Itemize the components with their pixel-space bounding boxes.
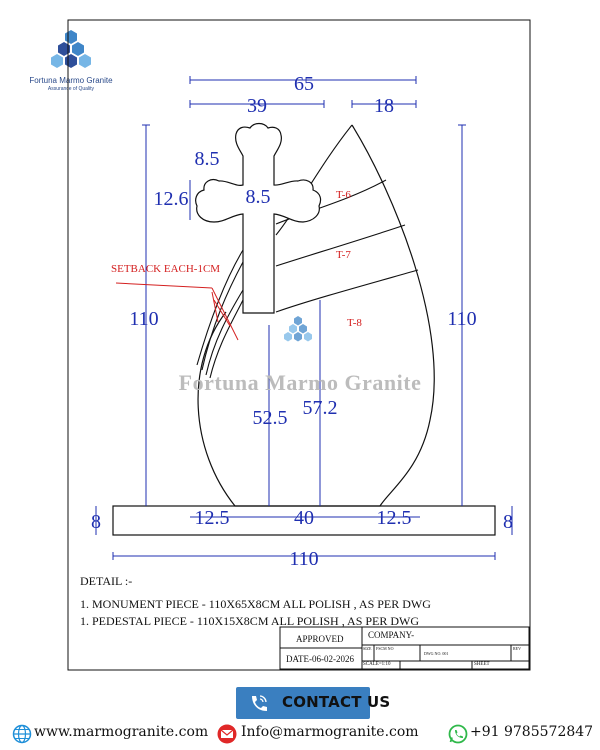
date-label: DATE-06-02-2026	[286, 654, 354, 664]
dim-base-right: 12.5	[376, 507, 412, 529]
globe-icon	[12, 724, 32, 744]
dim-cross-arm-height: 12.6	[153, 188, 189, 210]
dim-base-height-right: 8	[503, 511, 513, 533]
detail-line-1: 1. MONUMENT PIECE - 110X65X8CM ALL POLISH , AS PER DWG	[80, 597, 431, 611]
approved-label: APPROVED	[296, 634, 344, 644]
fscm-label: FSCM NO	[376, 646, 394, 651]
detail-notes	[80, 573, 431, 630]
watermark: Fortuna Marmo Granite	[178, 370, 422, 395]
size-label: SIZE	[363, 646, 372, 651]
dim-base-width: 110	[289, 548, 319, 570]
sheet-label: SHEET	[474, 662, 490, 667]
dim-base-height-left: 8	[91, 511, 101, 533]
logo-name: Fortuna Marmo Granite	[29, 76, 113, 85]
dim-right-top: 18	[374, 95, 394, 117]
detail-line-2: 1. PEDESTAL PIECE - 110X15X8CM ALL POLISH , AS PER DWG	[80, 614, 420, 628]
dim-height-left: 110	[129, 308, 159, 330]
detail-heading: DETAIL :-	[80, 574, 133, 588]
mail-icon	[216, 724, 238, 744]
center-logo-icon	[284, 316, 312, 342]
whatsapp-icon	[447, 724, 469, 744]
dim-base-left: 12.5	[194, 507, 230, 529]
website-link[interactable]: www.marmogranite.com	[34, 724, 209, 740]
dim-height-right: 110	[447, 308, 477, 330]
dim-overall-width: 65	[294, 73, 314, 95]
logo-tagline: Assurance of Quality	[47, 86, 95, 92]
email-link[interactable]: Info@marmogranite.com	[241, 724, 419, 740]
label-t8: T-8	[347, 317, 362, 329]
phone-icon	[246, 692, 272, 714]
dim-inner-height-1: 52.5	[252, 407, 288, 429]
label-setback: SETBACK EACH-1CM	[111, 263, 221, 275]
contact-us-label: CONTACT US	[282, 693, 391, 711]
dim-base-middle: 40	[294, 507, 314, 529]
scale-label: SCALE=1:10	[363, 662, 391, 667]
phone-number[interactable]: +91 9785572847	[470, 724, 594, 740]
band-line-4	[276, 270, 418, 312]
dwg-label: DWG NO. 001	[424, 651, 449, 656]
dim-cross-shaft-width: 8.5	[245, 186, 271, 208]
dim-cross-top-height: 8.5	[194, 148, 220, 170]
dim-cross-width: 39	[247, 95, 267, 117]
band-line-7	[206, 290, 243, 375]
company-label: COMPANY-	[368, 630, 415, 640]
rev-label: REV	[513, 646, 521, 651]
label-t6: T-6	[336, 189, 351, 201]
dim-inner-height-2: 57.2	[302, 397, 338, 419]
monument-outline	[198, 125, 434, 506]
label-t7: T-7	[336, 249, 351, 261]
